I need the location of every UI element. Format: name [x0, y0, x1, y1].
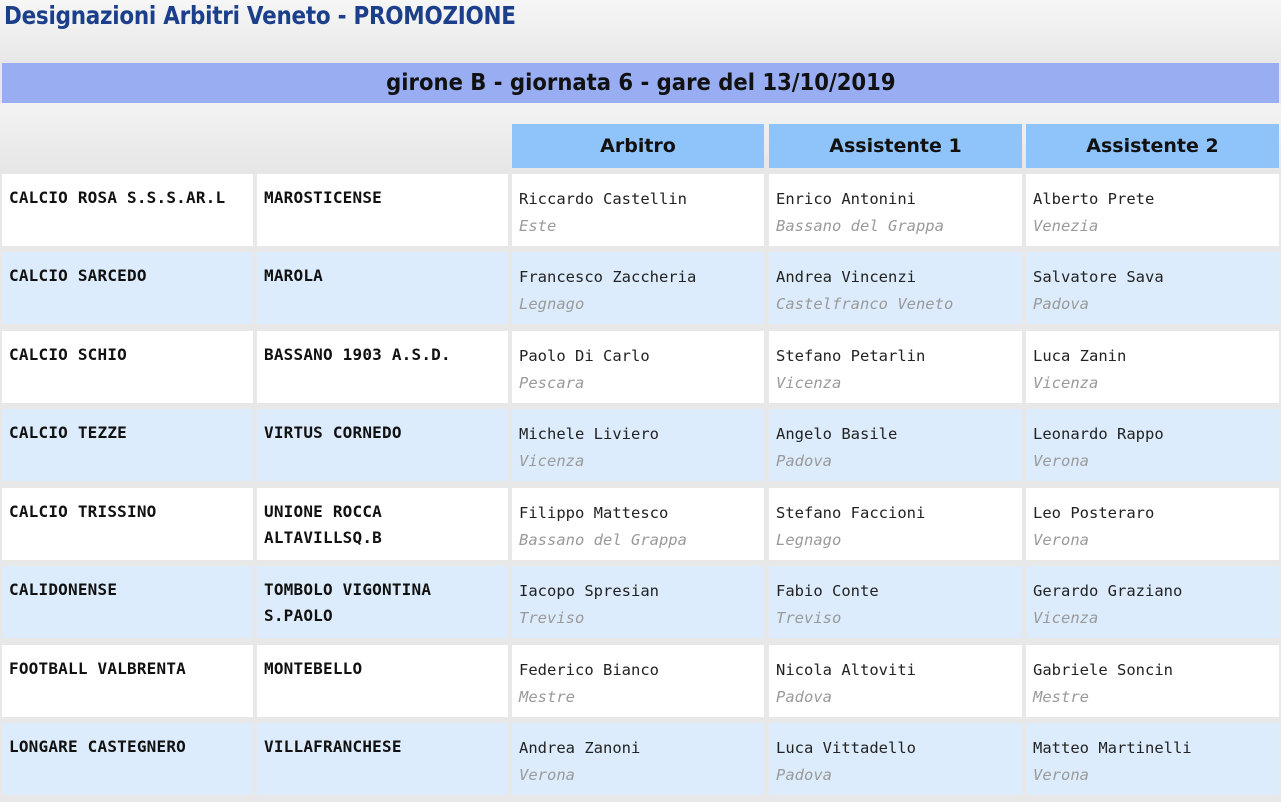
home-team-cell	[2, 409, 253, 481]
table-row	[0, 406, 1281, 484]
referee-city: Legnago	[519, 295, 585, 313]
table-row	[0, 563, 1281, 641]
away-team-cell	[257, 409, 508, 481]
assistant-2-name: Gabriele Soncin	[1033, 661, 1173, 679]
assistant-1-cell	[769, 488, 1022, 560]
assistant-1-name: Luca Vittadello	[776, 739, 916, 757]
assistant-1-city: Castelfranco Veneto	[776, 295, 954, 313]
referee-cell	[512, 409, 764, 481]
home-team-name: CALCIO SCHIO	[9, 345, 127, 364]
assistant-2-city: Venezia	[1033, 217, 1099, 235]
assistant-1-city: Legnago	[776, 531, 842, 549]
away-team-cell	[257, 723, 508, 795]
referee-city: Treviso	[519, 609, 585, 627]
assistant-1-city: Bassano del Grappa	[776, 217, 944, 235]
referee-name: Paolo Di Carlo	[519, 347, 650, 365]
referee-name: Michele Liviero	[519, 425, 659, 443]
home-team-cell	[2, 645, 253, 717]
assistant-1-name: Stefano Faccioni	[776, 504, 926, 522]
referee-city: Este	[519, 217, 557, 235]
home-team-cell	[2, 252, 253, 324]
referee-cell	[512, 331, 764, 403]
home-team-name: FOOTBALL VALBRENTA	[9, 659, 186, 678]
away-team-name-line: ALTAVILLSQ.B	[264, 528, 382, 547]
referee-cell	[512, 723, 764, 795]
home-team-name: CALCIO TRISSINO	[9, 502, 157, 521]
away-team-cell	[257, 252, 508, 324]
assistant-1-cell	[769, 645, 1022, 717]
home-team-name: CALCIO TEZZE	[9, 423, 127, 442]
away-team-name-line: S.PAOLO	[264, 606, 333, 625]
assistant-1-cell	[769, 174, 1022, 246]
table-row	[0, 171, 1281, 249]
table-row	[0, 642, 1281, 720]
assistant-2-cell	[1026, 723, 1279, 795]
assistant-2-city: Vicenza	[1033, 609, 1099, 627]
table-row	[0, 720, 1281, 798]
assistant-1-cell	[769, 331, 1022, 403]
away-team-cell	[257, 174, 508, 246]
assistant-2-city: Verona	[1033, 452, 1089, 470]
referee-city: Verona	[519, 766, 575, 784]
assistant-2-name: Leonardo Rappo	[1033, 425, 1164, 443]
page-title: Designazioni Arbitri Veneto - PROMOZIONE	[4, 1, 516, 30]
away-team-name: VILLAFRANCHESE	[264, 737, 402, 756]
referee-cell	[512, 488, 764, 560]
round-banner	[2, 63, 1279, 103]
assistant-1-cell	[769, 723, 1022, 795]
assistant-2-city: Verona	[1033, 766, 1089, 784]
referee-cell	[512, 252, 764, 324]
assistant-1-name: Andrea Vincenzi	[776, 268, 916, 286]
assistant-1-city: Treviso	[776, 609, 842, 627]
assistant-2-cell	[1026, 488, 1279, 560]
round-label: girone B - giornata 6 - gare del 13/10/2019	[385, 70, 896, 96]
away-team-name: MAROSTICENSE	[264, 188, 382, 207]
home-team-cell	[2, 488, 253, 560]
assistant-2-name: Salvatore Sava	[1033, 268, 1164, 286]
referee-cell	[512, 174, 764, 246]
referee-name: Riccardo Castellin	[519, 190, 687, 208]
away-team-cell	[257, 566, 508, 638]
home-team-cell	[2, 566, 253, 638]
assistant-2-cell	[1026, 645, 1279, 717]
home-team-name: LONGARE CASTEGNERO	[9, 737, 186, 756]
assistant-2-name: Leo Posteraro	[1033, 504, 1155, 522]
away-team-cell	[257, 645, 508, 717]
assistant-1-name: Angelo Basile	[776, 425, 898, 443]
away-team-name: MONTEBELLO	[264, 659, 363, 678]
assistant-1-city: Vicenza	[776, 374, 842, 392]
referee-name: Iacopo Spresian	[519, 582, 659, 600]
assistant-2-name: Luca Zanin	[1033, 347, 1127, 365]
referee-city: Bassano del Grappa	[519, 531, 687, 549]
referee-name: Andrea Zanoni	[519, 739, 641, 757]
table-row	[0, 249, 1281, 327]
assistant-2-name: Alberto Prete	[1033, 190, 1155, 208]
assistant-1-name: Nicola Altoviti	[776, 661, 916, 679]
home-team-name: CALCIO ROSA S.S.S.AR.L	[9, 188, 226, 207]
assistant-1-cell	[769, 409, 1022, 481]
referee-name: Filippo Mattesco	[519, 504, 669, 522]
column-header-assistant-1: Assistente 1	[769, 124, 1022, 168]
assistant-2-name: Gerardo Graziano	[1033, 582, 1183, 600]
assistant-2-cell	[1026, 409, 1279, 481]
home-team-name: CALCIO SARCEDO	[9, 266, 147, 285]
assistant-2-cell	[1026, 252, 1279, 324]
assistant-2-cell	[1026, 331, 1279, 403]
away-team-name: BASSANO 1903 A.S.D.	[264, 345, 451, 364]
assistant-1-city: Padova	[776, 688, 832, 706]
assistant-2-city: Mestre	[1033, 688, 1089, 706]
home-team-name: CALIDONENSE	[9, 580, 118, 599]
assistant-1-name: Enrico Antonini	[776, 190, 916, 208]
assistant-2-city: Vicenza	[1033, 374, 1099, 392]
assistant-1-city: Padova	[776, 766, 832, 784]
away-team-name-line: TOMBOLO VIGONTINA	[264, 580, 432, 599]
home-team-cell	[2, 331, 253, 403]
assistant-1-cell	[769, 566, 1022, 638]
table-row	[0, 485, 1281, 563]
referee-name: Federico Bianco	[519, 661, 659, 679]
assistant-1-name: Stefano Petarlin	[776, 347, 926, 365]
assistant-2-city: Padova	[1033, 295, 1089, 313]
referee-city: Vicenza	[519, 452, 585, 470]
referee-city: Pescara	[519, 374, 585, 392]
away-team-cell	[257, 488, 508, 560]
assistant-1-cell	[769, 252, 1022, 324]
table-row	[0, 328, 1281, 406]
home-team-cell	[2, 174, 253, 246]
away-team-name: MAROLA	[264, 266, 323, 285]
column-header-assistant-2: Assistente 2	[1026, 124, 1279, 168]
home-team-cell	[2, 723, 253, 795]
referee-name: Francesco Zaccheria	[519, 268, 697, 286]
assistant-2-cell	[1026, 174, 1279, 246]
assistant-2-cell	[1026, 566, 1279, 638]
referee-cell	[512, 645, 764, 717]
column-header-referee: Arbitro	[512, 124, 764, 168]
assistant-1-name: Fabio Conte	[776, 582, 879, 600]
away-team-cell	[257, 331, 508, 403]
referee-city: Mestre	[519, 688, 575, 706]
referee-cell	[512, 566, 764, 638]
assistant-2-city: Verona	[1033, 531, 1089, 549]
away-team-name-line: UNIONE ROCCA	[264, 502, 382, 521]
assistant-1-city: Padova	[776, 452, 832, 470]
assistant-2-name: Matteo Martinelli	[1033, 739, 1192, 757]
away-team-name: VIRTUS CORNEDO	[264, 423, 402, 442]
